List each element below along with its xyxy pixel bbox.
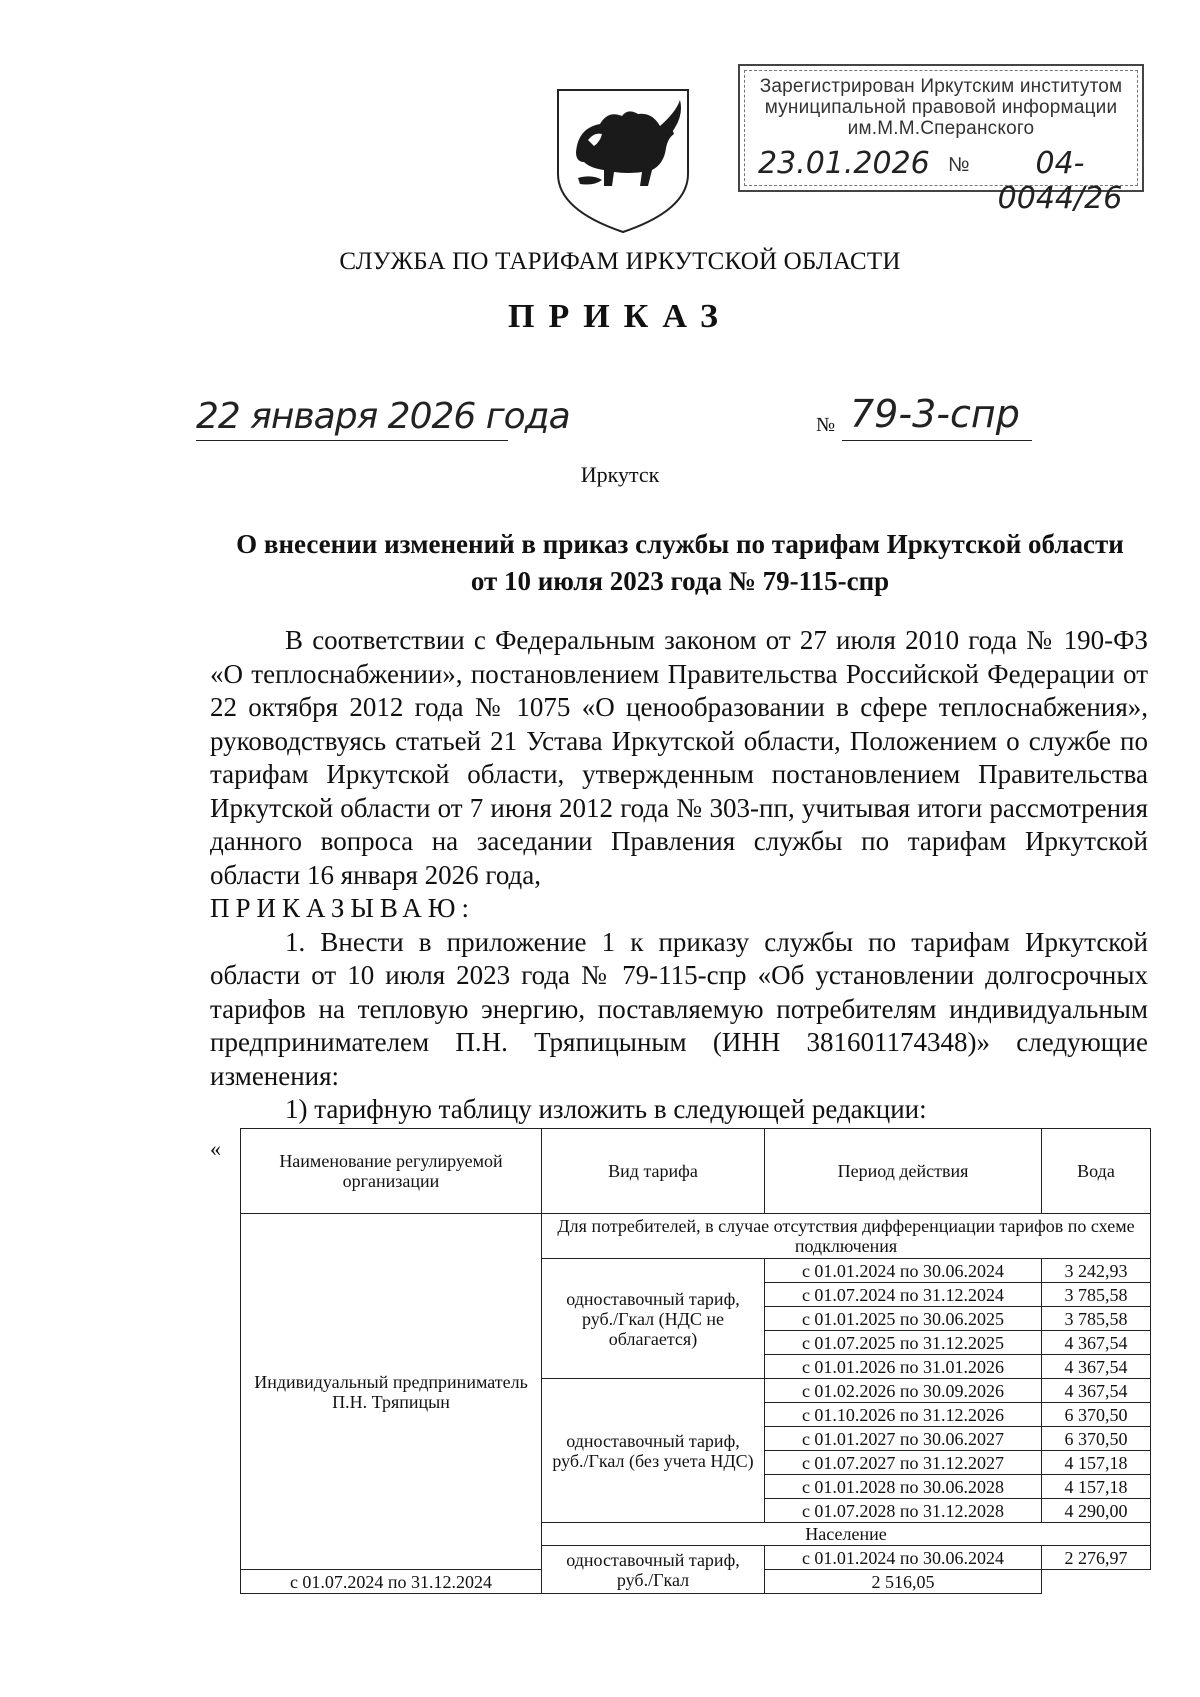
registration-stamp: [738, 64, 1144, 216]
document-title: [190, 526, 1170, 600]
order-date-handwritten: 22 января 2026 года: [196, 396, 570, 437]
tariff-group-2-label: одноставочный тариф, руб./Гкал (без учета НДС): [542, 1379, 765, 1523]
period-cell: с 01.01.2025 по 30.06.2025: [765, 1307, 1042, 1331]
value-cell: 4 367,54: [1042, 1331, 1151, 1355]
value-cell: 4 367,54: [1042, 1379, 1151, 1403]
order-number-label: №: [816, 414, 836, 436]
stamp-number-handwritten: 04-0044/26: [997, 146, 1123, 216]
tariff-table: [240, 1128, 1151, 1594]
header-organization: Наименование регулируемой организации: [241, 1129, 542, 1214]
number-underline: [842, 440, 1032, 441]
value-cell: 4 157,18: [1042, 1451, 1151, 1475]
order-number-handwritten: 79-3-спр: [850, 392, 1020, 436]
service-name: СЛУЖБА ПО ТАРИФАМ ИРКУТСКОЙ ОБЛАСТИ: [339, 248, 901, 275]
value-cell: 2 516,05: [765, 1570, 1042, 1594]
period-cell: с 01.01.2024 по 30.06.2024: [765, 1546, 1042, 1570]
city: Иркутск: [580, 462, 660, 487]
preamble-paragraph: В соответствии с Федеральным законом от 27 июля 2010 года № 190-ФЗ «О теплоснабжении», постановлением Правительства Российской Федерации от 22 октября 2012 года № 1075 «О ценообразовании в сфере теплоснабжения», руководствуясь статьей 21 Устава Иркутской области, Положением о службе по тарифам Иркутской области, утвержденным постановлением Правительства Иркутской области от 7 июня 2012 года № 303-пп, учитывая итоги рассмотрения данного вопроса на заседании Правления службы по тарифам Иркутской области 16 января 2026 года,: [210, 625, 1148, 890]
header-period: Период действия: [765, 1129, 1042, 1214]
period-cell: с 01.01.2028 по 30.06.2028: [765, 1475, 1042, 1499]
sub-item-1: 1) тарифную таблицу изложить в следующей редакции:: [285, 1094, 927, 1124]
order-word: ПРИКАЗЫВАЮ:: [210, 893, 475, 923]
table-row: [241, 1214, 1151, 1259]
period-cell: с 01.07.2024 по 31.12.2024: [765, 1283, 1042, 1307]
opening-quote-mark: «: [210, 1136, 221, 1161]
period-cell: с 01.10.2026 по 31.12.2026: [765, 1403, 1042, 1427]
date-underline: [196, 440, 508, 441]
stamp-line-3: им.М.М.Сперанского: [847, 118, 1035, 139]
header-tariff-type: Вид тарифа: [542, 1129, 765, 1214]
period-cell: с 01.07.2027 по 31.12.2027: [765, 1451, 1042, 1475]
stamp-number-label: №: [948, 154, 970, 176]
section-population: Население: [542, 1523, 1151, 1546]
tariff-group-1-label: одноставочный тариф, руб./Гкал (НДС не облагается): [542, 1259, 765, 1379]
value-cell: 6 370,50: [1042, 1403, 1151, 1427]
header-water: Вода: [1042, 1129, 1151, 1214]
value-cell: 3 785,58: [1042, 1283, 1151, 1307]
value-cell: 4 367,54: [1042, 1355, 1151, 1379]
table-header-row: [241, 1129, 1151, 1214]
value-cell: 2 276,97: [1042, 1546, 1151, 1570]
value-cell: 3 785,58: [1042, 1307, 1151, 1331]
period-cell: с 01.01.2024 по 30.06.2024: [765, 1259, 1042, 1283]
section-consumers: Для потребителей, в случае отсутствия дифференциации тарифов по схеме подключения: [542, 1214, 1151, 1259]
order-title: ПРИКАЗ: [508, 298, 732, 335]
document-title-line-1: О внесении изменений в приказ службы по тарифам Иркутской области: [236, 529, 1124, 559]
period-cell: с 01.07.2024 по 31.12.2024: [241, 1570, 542, 1594]
period-cell: с 01.02.2026 по 30.09.2026: [765, 1379, 1042, 1403]
value-cell: 4 290,00: [1042, 1499, 1151, 1523]
value-cell: 4 157,18: [1042, 1475, 1151, 1499]
document-title-line-2: от 10 июля 2023 года № 79-115-спр: [470, 566, 890, 596]
value-cell: 6 370,50: [1042, 1427, 1151, 1451]
coat-of-arms-emblem: [548, 82, 698, 234]
period-cell: с 01.01.2026 по 31.01.2026: [765, 1355, 1042, 1379]
period-cell: с 01.07.2028 по 31.12.2028: [765, 1499, 1042, 1523]
stamp-line-1: Зарегистрирован Иркутским институтом: [759, 76, 1123, 97]
body-text: [210, 624, 1148, 1127]
organization-cell: Индивидуальный предприниматель П.Н. Тряпицын: [241, 1214, 542, 1570]
stamp-date-handwritten: 23.01.2026: [758, 146, 930, 181]
period-cell: с 01.01.2027 по 30.06.2027: [765, 1427, 1042, 1451]
period-cell: с 01.07.2025 по 31.12.2025: [765, 1331, 1042, 1355]
stamp-line-2: муниципальной правовой информации: [764, 97, 1118, 118]
clause-1-paragraph: 1. Внести в приложение 1 к приказу службы по тарифам Иркутской области от 10 июля 2023 года № 79-115-спр «Об установлении долгосрочных тарифов на тепловую энергию, поставляемую потребителям индивидуальным предпринимателем П.Н. Тряпицыным (ИНН 381601174348)» следующие изменения:: [210, 926, 1148, 1091]
tariff-group-3-label: одноставочный тариф, руб./Гкал: [542, 1546, 765, 1594]
value-cell: 3 242,93: [1042, 1259, 1151, 1283]
